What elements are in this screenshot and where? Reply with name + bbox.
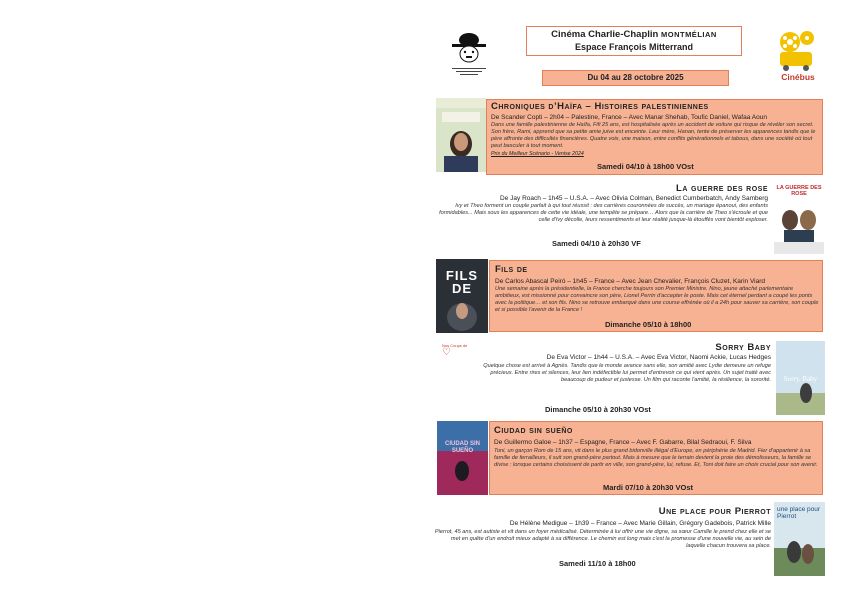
- film-card-une-place-pour-pierrot: [426, 502, 774, 576]
- film-session: Mardi 07/10 à 20h30 VOst: [603, 483, 694, 492]
- film-title: Fils de: [495, 264, 528, 275]
- poster-guerre-des-rose: [774, 180, 824, 254]
- film-prize: Prix du Meilleur Scénario - Venise 2024: [491, 151, 584, 157]
- film-title: Une place pour Pierrot: [658, 506, 771, 517]
- film-synopsis: Pierrot, 45 ans, est autiste et vit dans un foyer médicalisé. Déterminée à lui offrir une vie digne, sa sœur Camille le prend chez elle et se met en quête d'un endroit mieux adapté à sa différence. Le chemin est long mais c'est la promesse d'une nouvelle vie, au sein de laquelle chacun trouvera sa place.: [434, 529, 771, 549]
- favorites-badge-text: Nos Coups de: [442, 343, 468, 348]
- venue-name: Espace François Mitterrand: [574, 42, 694, 52]
- poster-sorry-baby-text: Sorry, Baby: [783, 375, 818, 383]
- film-meta: De Eva Victor – 1h44 – U.S.A. – Avec Eva Victor, Naomi Ackie, Lucas Hedges: [546, 354, 771, 361]
- film-synopsis: Dans une famille palestinienne de Haïfa, Fifi 25 ans, est hospitalisée après un accident de voiture qui risque de révéler son secret. Son frère, Rami, apprend que sa petite amie juive est enceinte. Leur mère, Hanan, tente de préserver les apparences tandis que le père affronte des difficultés financières. Quatre voix, une maison, entre conflits générationnels et tabous, dans une société où tout peut basculer à tout moment.: [491, 122, 816, 149]
- film-card-sorry-baby: [426, 340, 774, 416]
- poster-ciudad-text: CIUDAD SIN SUEÑO: [444, 441, 480, 454]
- film-session: Samedi 11/10 à 18h00: [559, 559, 636, 568]
- cinema-town: MONTMÉLIAN: [660, 30, 717, 39]
- film-meta: De Carlos Abascal Peiró – 1h45 – France – Avec Jean Chevalier, François Cluzet, Karin Viard: [495, 278, 766, 285]
- cinema-name: Cinéma Charlie-Chaplin: [551, 29, 659, 40]
- film-session: Dimanche 05/10 à 20h30 VOst: [545, 405, 651, 414]
- film-meta: De Jay Roach – 1h45 – U.S.A. – Avec Olivia Colman, Benedict Cumberbatch, Andy Samberg: [500, 195, 768, 202]
- film-card-fils-de: [489, 260, 823, 332]
- film-synopsis: Toni, un garçon Rom de 15 ans, vit dans le plus grand bidonville illégal d'Europe, en périphérie de Madrid. Fier d'appartenir à sa famille de ferrailleurs, il suit son grand-père partout. Mais à mesure que le terrain devient la proie des démolisseurs, la famille se divise : lorsque certains choisissent de partir en ville, son grand-père, lui, refuse. Et, Toni doit faire un choix crucial pour son avenir.: [494, 448, 818, 468]
- film-card-chroniques-haifa: [486, 99, 823, 175]
- film-title: Chroniques d’Haïfa – Histoires palestiniennes: [491, 101, 709, 112]
- cinebus-logo: [774, 28, 822, 84]
- cinema-title-box: [526, 26, 742, 56]
- film-session: Samedi 04/10 à 20h30 VF: [552, 239, 641, 248]
- film-card-ciudad-sin-sueno: [489, 421, 823, 495]
- film-meta: De Hélène Medigue – 1h39 – France – Avec Marie Gillain, Grégory Gadebois, Patrick Mille: [509, 520, 771, 527]
- poster-ciudad-sin-sueno: [437, 421, 488, 495]
- program-dates: Du 04 au 28 octobre 2025: [542, 70, 729, 86]
- film-synopsis: Une semaine après la présidentielle, la France cherche toujours son Premier Ministre. Nino, jeune attaché parlementaire ambitieux, est missionné pour convaincre son père, Lionel Perrin d'accepter le poste. Mais cet éternel perdant a coupé les ponts avec la politique… et son fils. Nino se retrouve embarqué dans une course effrénée où il a 24h pour sauver sa carrière, son couple et si possible l'avenir de la France !: [495, 286, 819, 313]
- film-card-guerre-des-rose: [426, 180, 771, 254]
- poster-chroniques-haifa: [436, 98, 486, 172]
- heart-icon: ♡: [442, 347, 451, 358]
- film-meta: De Guillermo Galoe – 1h37 – Espagne, France – Avec F. Gabarre, Bilal Sedraoui, F. Silva: [494, 439, 752, 446]
- cinebus-label: Cinébus: [781, 72, 815, 82]
- film-title: La guerre des rose: [676, 183, 768, 194]
- poster-guerre-text: LA GUERRE DES ROSE: [776, 185, 822, 197]
- film-session: Samedi 04/10 à 18h00 VOst: [597, 162, 694, 171]
- cinema-chaplin-logo: [446, 30, 492, 82]
- film-session: Dimanche 05/10 à 18h00: [605, 320, 692, 329]
- poster-fils-de-text: FILS DE: [445, 268, 479, 296]
- poster-fils-de: [436, 259, 488, 333]
- poster-sorry-baby: [776, 341, 825, 415]
- poster-une-place-pour-pierrot: [774, 502, 825, 576]
- poster-pierrot-text: une place pour Pierrot: [777, 506, 821, 520]
- film-synopsis: Quelque chose est arrivé à Agnès. Tandis que le monde avance sans elle, son amitié avec Lydie demeure un refuge précieux. Entre rires et silences, leur lien indéfectible lui permet d'entrevoir ce qui vient après. Un sujet traité avec beaucoup de pudeur et justesse. Un film qui raconte l'amitié, la résilience, la sororité.: [483, 363, 771, 383]
- film-meta: De Scander Copti – 2h04 – Palestine, France – Avec Manar Shehab, Toufic Daniel, Wafaa Aoun: [491, 114, 767, 121]
- film-synopsis: Ivy et Theo forment un couple parfait à qui tout réussit : des carrières couronnées de succès, un mariage épanoui, des enfants formidables... Mais sous les apparences de cette vie idéale, une tempête se prépare… Alors que la carrière de Theo s'écroule et que celle d'Ivy décolle, leurs ressentiments et leur réalité jusque-là étouffés vont bientôt exploser.: [439, 203, 768, 223]
- film-title: Ciudad sin sueño: [494, 425, 573, 436]
- favorites-badge: [442, 344, 467, 358]
- film-title: Sorry Baby: [715, 342, 771, 353]
